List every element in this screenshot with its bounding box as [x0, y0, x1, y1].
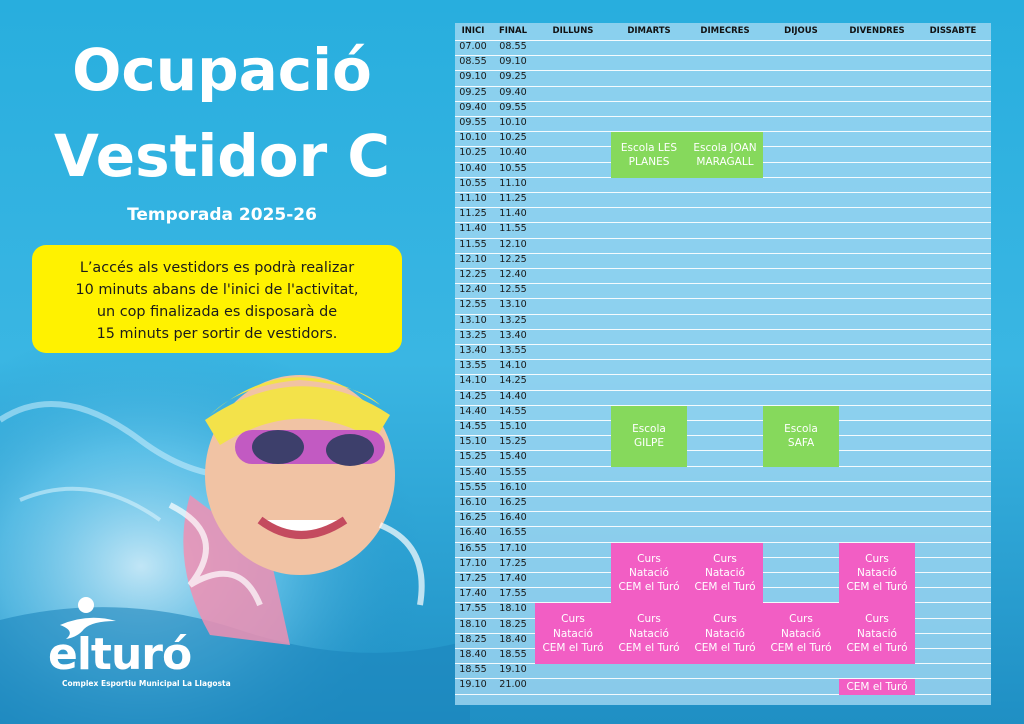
block-text: Escola — [632, 422, 666, 435]
slot-end-time: 18.40 — [499, 633, 527, 645]
row-divider — [455, 101, 991, 102]
row-divider — [455, 70, 991, 71]
row-divider — [455, 238, 991, 239]
row-divider — [455, 253, 991, 254]
row-divider — [455, 374, 991, 375]
block-text: CEM el Turó — [846, 680, 908, 693]
block-text: Natació — [629, 627, 669, 640]
slot-start-time: 17.40 — [459, 588, 487, 600]
row-divider — [455, 222, 991, 223]
slot-end-time: 11.10 — [499, 177, 527, 189]
slot-end-time: 15.10 — [499, 421, 527, 432]
slot-end-time: 18.10 — [499, 603, 527, 615]
slot-end-time: 15.55 — [499, 466, 527, 478]
slot-start-time: 12.25 — [459, 269, 487, 280]
block-text: CEM el Turó — [618, 641, 680, 654]
slot-start-time: 10.55 — [459, 177, 487, 189]
slot-end-time: 09.55 — [499, 101, 527, 113]
slot-end-time: 16.10 — [499, 481, 527, 493]
slot-end-time: 16.25 — [499, 497, 527, 508]
slot-end-time: 11.55 — [499, 223, 527, 235]
row-divider — [455, 344, 991, 345]
slot-start-time: 12.55 — [459, 299, 487, 311]
swim-course-block — [535, 603, 611, 664]
notice-line: 15 minuts per sortir de vestidors. — [96, 326, 338, 342]
block-text: CEM el Turó — [770, 641, 832, 654]
slot-end-time: 17.10 — [499, 542, 527, 554]
slot-end-time: 09.40 — [499, 86, 527, 98]
column-header: INICI — [461, 26, 485, 36]
block-text: Curs — [637, 552, 661, 565]
row-divider — [455, 116, 991, 117]
slot-end-time: 12.40 — [499, 269, 527, 280]
slot-end-time: 10.55 — [499, 162, 527, 174]
block-text: Curs — [865, 613, 889, 626]
row-divider — [455, 283, 991, 284]
row-divider — [455, 314, 991, 315]
slot-start-time: 15.40 — [459, 466, 487, 478]
season-subtitle: Temporada 2025-26 — [127, 205, 317, 225]
slot-start-time: 14.25 — [459, 390, 487, 402]
logo-brand: elturó — [48, 629, 192, 680]
slot-end-time: 17.55 — [499, 588, 527, 600]
row-divider — [455, 40, 991, 41]
slot-end-time: 11.25 — [499, 193, 527, 204]
slot-start-time: 18.55 — [459, 664, 487, 676]
slot-start-time: 16.10 — [459, 497, 487, 508]
slot-end-time: 18.55 — [499, 649, 527, 660]
column-header: DIMECRES — [700, 26, 750, 36]
slot-end-time: 17.25 — [499, 557, 527, 569]
slot-start-time: 19.10 — [459, 679, 487, 691]
slot-start-time: 16.40 — [459, 527, 487, 539]
notice-line: 10 minuts abans de l'inici de l'activitat, — [75, 282, 359, 298]
block-text: Natació — [857, 566, 897, 579]
slot-start-time: 10.10 — [459, 132, 487, 144]
block-text: Curs — [561, 613, 585, 626]
logo-subtitle: Complex Esportiu Municipal La Llagosta — [62, 679, 231, 688]
row-divider — [455, 298, 991, 299]
swim-course-block — [611, 603, 687, 664]
slot-start-time: 15.10 — [459, 436, 487, 448]
swim-course-block — [839, 603, 915, 664]
slot-start-time: 12.10 — [459, 253, 487, 265]
block-text: Natació — [781, 627, 821, 640]
slot-start-time: 09.40 — [459, 101, 487, 113]
slot-start-time: 11.55 — [459, 238, 487, 250]
row-divider — [455, 420, 991, 421]
slot-start-time: 13.25 — [459, 329, 487, 341]
slot-start-time: 14.40 — [459, 405, 487, 417]
access-notice — [32, 245, 402, 353]
slot-end-time: 09.10 — [499, 56, 527, 68]
slot-start-time: 13.55 — [459, 360, 487, 372]
slot-end-time: 10.25 — [499, 132, 527, 144]
slot-end-time: 10.10 — [499, 117, 527, 128]
row-divider — [455, 511, 991, 512]
block-text: Natació — [857, 627, 897, 640]
swim-course-block — [839, 679, 915, 694]
block-text: Curs — [789, 613, 813, 626]
slot-start-time: 09.25 — [459, 86, 487, 98]
slot-start-time: 18.40 — [459, 649, 487, 660]
title-line-2: Vestidor C — [54, 122, 390, 190]
column-header: DILLUNS — [552, 26, 594, 36]
row-divider — [455, 405, 991, 406]
school-booking-block — [687, 132, 763, 178]
row-divider — [455, 192, 991, 193]
row-divider — [455, 329, 991, 330]
slot-start-time: 15.25 — [459, 451, 487, 463]
slot-start-time: 14.55 — [459, 421, 487, 432]
slot-end-time: 15.40 — [499, 451, 527, 463]
slot-end-time: 13.25 — [499, 314, 527, 326]
block-text: SAFA — [787, 437, 815, 450]
notice-line: un cop finalizada es disposarà de — [96, 304, 338, 320]
row-divider — [455, 207, 991, 208]
slot-start-time: 18.10 — [459, 618, 487, 630]
row-divider — [455, 435, 991, 436]
slot-end-time: 14.10 — [499, 360, 527, 372]
slot-end-time: 12.25 — [499, 253, 527, 265]
slot-start-time: 12.40 — [459, 284, 487, 296]
slot-start-time: 10.40 — [459, 162, 487, 174]
slot-end-time: 19.10 — [499, 664, 527, 676]
schedule-table — [455, 23, 991, 705]
slot-start-time: 17.10 — [459, 557, 487, 569]
swim-course-block — [763, 603, 839, 664]
slot-end-time: 08.55 — [499, 41, 527, 52]
block-text: CEM el Turó — [542, 641, 604, 654]
row-divider — [455, 496, 991, 497]
block-text: Escola LES — [620, 141, 678, 154]
slot-end-time: 15.25 — [499, 436, 527, 448]
block-text: Curs — [713, 552, 737, 565]
block-text: Escola JOAN — [693, 141, 757, 154]
block-text: GILPE — [633, 437, 665, 450]
school-booking-block — [611, 132, 687, 178]
column-header: FINAL — [498, 26, 528, 36]
slot-end-time: 16.40 — [499, 512, 527, 524]
row-divider — [455, 359, 991, 360]
column-header: DIVENDRES — [849, 26, 905, 36]
block-text: CEM el Turó — [618, 581, 680, 594]
row-divider — [455, 481, 991, 482]
block-text: CEM el Turó — [694, 641, 756, 654]
slot-end-time: 16.55 — [499, 527, 527, 539]
column-header: DIJOUS — [784, 26, 818, 36]
slot-end-time: 18.25 — [499, 618, 527, 630]
block-text: CEM el Turó — [846, 581, 908, 594]
row-divider — [455, 86, 991, 87]
slot-end-time: 21.00 — [499, 679, 527, 691]
swim-course-block — [839, 543, 915, 604]
notice-line: L’accés als vestidors es podrà realizar — [79, 260, 355, 276]
slot-end-time: 13.40 — [499, 329, 527, 341]
slot-end-time: 14.25 — [499, 375, 527, 387]
slot-end-time: 13.55 — [499, 345, 527, 356]
slot-start-time: 11.10 — [459, 193, 487, 204]
slot-start-time: 08.55 — [459, 56, 487, 68]
slot-end-time: 14.40 — [499, 390, 527, 402]
column-header: DISSABTE — [929, 26, 977, 36]
slot-start-time: 14.10 — [459, 375, 487, 387]
elturo-logo — [40, 595, 260, 695]
block-text: Natació — [553, 627, 593, 640]
slot-end-time: 12.55 — [499, 284, 527, 296]
row-divider — [455, 390, 991, 391]
slot-start-time: 09.55 — [459, 117, 487, 128]
block-text: Escola — [784, 422, 818, 435]
block-text: PLANES — [628, 155, 670, 168]
school-booking-block — [763, 406, 839, 467]
school-booking-block — [611, 406, 687, 467]
slot-end-time: 13.10 — [499, 299, 527, 311]
slot-end-time: 12.10 — [499, 238, 527, 250]
block-text: Curs — [865, 552, 889, 565]
slot-start-time: 13.40 — [459, 345, 487, 356]
row-divider — [455, 450, 991, 451]
block-text: CEM el Turó — [694, 581, 756, 594]
swim-course-block — [687, 543, 763, 604]
slot-start-time: 10.25 — [459, 147, 487, 159]
block-text: CEM el Turó — [846, 641, 908, 654]
row-divider — [455, 526, 991, 527]
slot-start-time: 11.25 — [459, 208, 487, 220]
block-text: Curs — [713, 613, 737, 626]
swim-course-block — [611, 543, 687, 604]
slot-start-time: 16.25 — [459, 512, 487, 524]
row-divider — [455, 55, 991, 56]
slot-end-time: 09.25 — [499, 71, 527, 83]
slot-start-time: 16.55 — [459, 542, 487, 554]
slot-start-time: 15.55 — [459, 481, 487, 493]
slot-end-time: 10.40 — [499, 147, 527, 159]
slot-start-time: 07.00 — [459, 41, 487, 52]
block-text: Curs — [637, 613, 661, 626]
slot-start-time: 09.10 — [459, 71, 487, 83]
row-divider — [455, 268, 991, 269]
block-text: Natació — [629, 566, 669, 579]
title-line-1: Ocupació — [72, 36, 372, 104]
swim-course-block — [687, 603, 763, 664]
block-text: Natació — [705, 566, 745, 579]
slot-start-time: 18.25 — [459, 633, 487, 645]
slot-start-time: 17.55 — [459, 603, 487, 615]
slot-start-time: 17.25 — [459, 573, 487, 584]
slot-end-time: 11.40 — [499, 208, 527, 220]
slot-end-time: 14.55 — [499, 405, 527, 417]
block-text: MARAGALL — [696, 155, 754, 168]
block-text: Natació — [705, 627, 745, 640]
row-divider — [455, 466, 991, 467]
slot-start-time: 13.10 — [459, 314, 487, 326]
slot-start-time: 11.40 — [459, 223, 487, 235]
column-header: DIMARTS — [627, 26, 671, 36]
slot-end-time: 17.40 — [499, 573, 527, 584]
